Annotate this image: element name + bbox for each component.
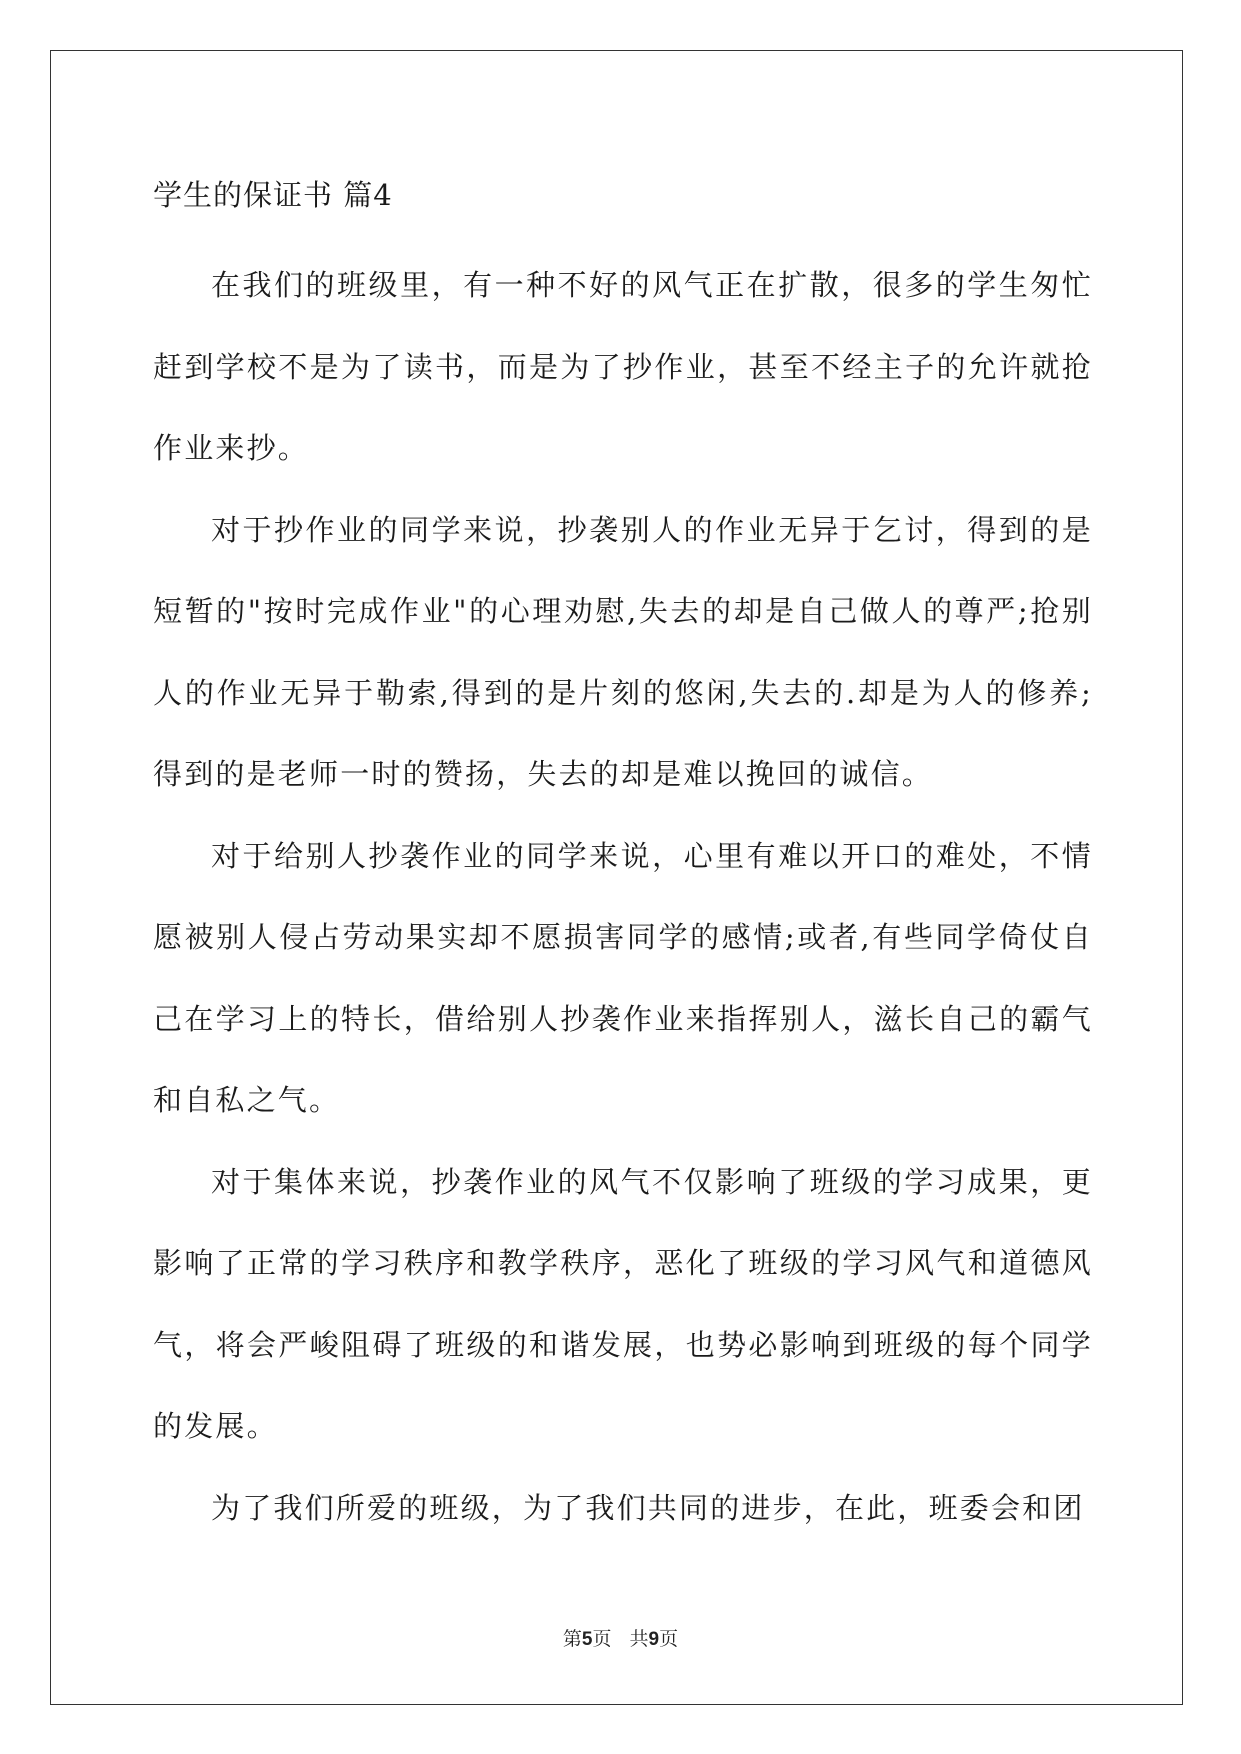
- paragraph-1: 在我们的班级里，有一种不好的风气正在扩散，很多的学生匆忙赶到学校不是为了读书，而是为了抄作业，甚至不经主子的允许就抢作业来抄。: [153, 268, 1093, 465]
- page-current-number: 5: [581, 1629, 593, 1650]
- total-suffix: 页: [659, 1628, 679, 1650]
- document-body: [153, 165, 1093, 1549]
- paragraph-5: 为了我们所爱的班级，为了我们共同的进步，在此，班委会和团: [211, 1490, 1085, 1525]
- page-footer: [0, 1624, 1241, 1651]
- total-prefix: 共: [629, 1628, 649, 1650]
- paragraph-3: 对于给别人抄袭作业的同学来说，心里有难以开口的难处，不情愿被别人侵占劳动果实却不愿损害同学的感情;或者,有些同学倚仗自己在学习上的特长，借给别人抄袭作业来指挥别人，滋长自己的霸气和自私之气。: [153, 838, 1093, 1117]
- page-suffix: 页: [592, 1628, 612, 1650]
- document-heading: 学生的保证书 篇4: [153, 178, 393, 212]
- page-total-number: 9: [648, 1629, 660, 1650]
- page-prefix: 第: [562, 1628, 582, 1650]
- paragraph-2: 对于抄作业的同学来说，抄袭别人的作业无异于乞讨，得到的是短暂的"按时完成作业"的心理劝慰,失去的却是自己做人的尊严;抢别人的作业无异于勒索,得到的是片刻的悠闲,失去的.却是为人的修养;得到的是老师一时的赞扬，失去的却是难以挽回的诚信。: [153, 512, 1093, 791]
- paragraph-4: 对于集体来说，抄袭作业的风气不仅影响了班级的学习成果，更影响了正常的学习秩序和教学秩序，恶化了班级的学习风气和道德风气，将会严峻阻碍了班级的和谐发展，也势必影响到班级的每个同学的发展。: [153, 1164, 1093, 1443]
